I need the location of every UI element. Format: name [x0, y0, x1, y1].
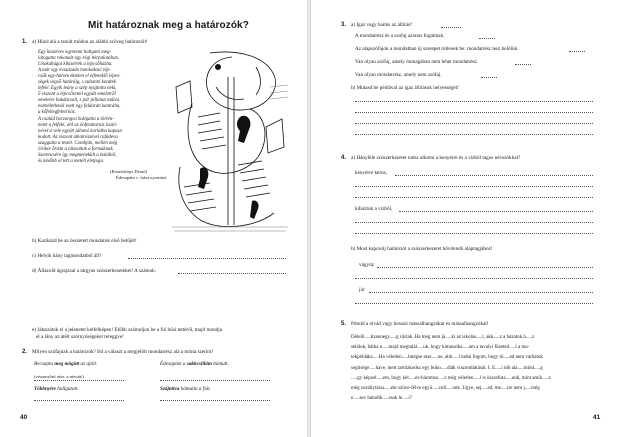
- answer-line[interactable]: [479, 38, 495, 39]
- answer-line[interactable]: [355, 222, 593, 223]
- text-line: látogatta rokonait egy régi bérpalotában.: [38, 56, 120, 62]
- text-line: a kőfellegfelett köz.: [38, 110, 76, 116]
- exercise-3b-instruction: b) Mutasd be példával az igaz állítások helyességét!: [351, 85, 459, 91]
- task-sentence: Szájtátva bámulta a fiát.: [160, 386, 212, 392]
- exercise-1b-instruction: b) Karikázd be az összetett mondatok első betűjét!: [32, 238, 137, 244]
- exercise-1d-instruction: d) Állázold ágrajzzal a tárgyas szószerkezeteket! A számok:: [32, 268, 157, 274]
- exercise-2-number: 2.: [22, 349, 28, 355]
- answer-line[interactable]: [481, 77, 497, 78]
- text-line: lefelé. Egyik leány a szép nyújtotta neki,: [38, 86, 117, 92]
- text-line: örökre őrizte a látszottak a formáknak.: [38, 146, 114, 152]
- example-answer: (viszonylati rész. a névutó): [34, 374, 84, 379]
- exercise-4a-instruction: a) Hányféle szószerkezetet tudsz alkotni a kenyérre és a vízből tagos névszókkal?: [351, 155, 521, 161]
- answer-line[interactable]: [178, 273, 286, 274]
- exercise-2-instruction: Milyen szófajúak a határozók? Írd a választ a megjelölt mondatrész alá a minta szerint!: [32, 349, 214, 355]
- text-line: A család borzongva hallgatta a történ-: [38, 116, 114, 122]
- answer-line[interactable]: [128, 258, 286, 259]
- exercise-4b-instruction: b) Most kapcsolj határozót a szószerkezetet bővítendő alaptagjához!: [351, 246, 493, 252]
- text-line: netet a felfelé, ahl az önfenntartás ösztö-: [38, 122, 118, 128]
- exercise-4-number: 4.: [341, 155, 347, 161]
- answer-line[interactable]: [355, 112, 593, 113]
- text-line: emeletre bukdácsolt, s pár pillanat múlva: [38, 98, 120, 104]
- exercise-5-number: 5.: [341, 321, 347, 327]
- answer-line[interactable]: [377, 267, 593, 268]
- paragraph-line[interactable]: tekpéldáka.....Ha véletlen.....lmégse sker.....ne, abb.....l tudni fogom, hogy tő.....ed nem várhatok: [351, 355, 543, 361]
- answer-line[interactable]: [395, 175, 593, 176]
- fill-in-paragraph[interactable]: [351, 333, 551, 404]
- phrase-label: vágyúz: [359, 262, 374, 268]
- text-line: Unokahúgai kikísérték a lépcsőházba.: [38, 62, 113, 68]
- paragraph-line[interactable]: .....gy képzel.....em, hogy két.....ez-háromsz.....z még véletlen.....l is összefuta.....unk, mint amik.....z: [351, 375, 551, 381]
- exercise-3-number: 3.: [341, 22, 347, 28]
- text-line: nével a vele együtt jáhanó korlátba kapasz-: [38, 128, 124, 134]
- exercise-1e-instruction-line2: el a lány az átélt szörnyűségeket tereggve!: [36, 334, 124, 340]
- answer-line[interactable]: [355, 233, 593, 234]
- answer-line[interactable]: [441, 27, 461, 28]
- answer-line[interactable]: [160, 400, 270, 401]
- answer-line[interactable]: [355, 101, 593, 102]
- answer-line[interactable]: [515, 64, 531, 65]
- text-line: Szerencsére így megmenekült a haláltól,: [38, 152, 117, 158]
- answer-line[interactable]: [569, 51, 585, 52]
- left-page: [0, 0, 307, 437]
- text-line: Egy húszéves egyetemi hallgató meg-: [38, 50, 112, 55]
- source-title: Édesapám c. írása nyomán): [116, 175, 167, 180]
- text-line: A már egy évszázada bomladozó lép-: [38, 68, 111, 74]
- paragraph-line[interactable]: e.....sev hatodik.....ssak le.....i?: [351, 396, 412, 402]
- text-line: csők egy-három éktelen el elfeneklő lépes-: [38, 74, 121, 80]
- phrase-label: kenyérre kerns,: [355, 170, 387, 176]
- page-number: 40: [20, 414, 28, 421]
- answer-line[interactable]: [369, 292, 593, 293]
- answer-line[interactable]: [399, 211, 593, 212]
- answer-line[interactable]: [355, 134, 593, 135]
- paragraph-line[interactable]: még osztálytársa.....ént szüve-félve együ.....voll.....unk. Ugye, sej.....ed, me.....ire nem j.....még: [351, 386, 540, 392]
- answer-line[interactable]: [34, 380, 124, 381]
- answer-line[interactable]: [34, 400, 124, 401]
- text-line: eszméletlenül esett egy faldarab kamrába,: [38, 104, 121, 110]
- paragraph-line[interactable]: segítsége.....have, mert tartózkodsz egy buko.....diák viszontláttását. I. E.....i idő ala.....mind.....g: [351, 365, 543, 371]
- page-title: Mit határoznak meg a határozók?: [88, 20, 249, 31]
- right-page: [311, 0, 619, 437]
- answer-line[interactable]: [355, 197, 593, 198]
- staircase-illustration: [170, 47, 290, 233]
- answer-line[interactable]: [355, 123, 593, 124]
- paragraph-line[interactable]: sétálok, hátha n.....majd megtalál.....uk, hogy kimásolha.....am a tavalyi füzeted.....l a ma-: [351, 345, 530, 351]
- exercise-1e-instruction-line1: e) Játsszátok el a jelenetet kétfelképen! Előbb számoljon be a fiú hősi tettéről, majd mondja: [32, 327, 222, 333]
- answer-line[interactable]: [355, 186, 593, 187]
- exercise-1-number: 1.: [22, 39, 28, 45]
- text-line: ő viszont a lépcsőzettel együtt emeletről: [38, 92, 116, 98]
- page-number: 41: [593, 414, 601, 421]
- phrase-label: kihúztuk a vízből,: [355, 206, 393, 212]
- source-author: (Kosztolányi Dezső): [110, 169, 148, 174]
- text-line: szaggatta a testét. Combján, mellén még: [38, 140, 118, 146]
- paragraph-line[interactable]: Délelő.....tizennegy.....g vártak. Ha még nem já.....ki az iskolás.....l, akk.....z a házatok.h.....z: [351, 335, 535, 340]
- source-text: [38, 50, 168, 165]
- task-sentence: Édesapám a sakkcsillám bámult.: [160, 361, 229, 367]
- example-sentence: Becsapta meg mögött az ajtót.: [34, 361, 98, 367]
- statement: Az alapszófajok a mondatban új szerepet töltenek be: mondatrész lesz belőlük.: [355, 46, 519, 52]
- statement: A mondatrész és a szófaj azonos fogalmak.: [355, 33, 445, 39]
- text-line: ségek végső határáig, s zuhanni kezdtek: [38, 80, 116, 86]
- text-line: kodott. Az viszont alkatrészével rafádeva: [38, 134, 118, 140]
- answer-line[interactable]: [355, 278, 593, 279]
- statement: Van olyan szófaj, amely önmagában nem lehet mondatrész.: [355, 59, 479, 65]
- exercise-5-instruction: Pótold a olvád vagy hosszú mássalhangzókat és mássalhangzókat!: [351, 321, 489, 327]
- answer-line[interactable]: [160, 380, 270, 381]
- text-line: és később el tett a metélt életjoga.: [38, 158, 105, 164]
- exercise-1a-instruction: a) Húzd alá a tanult módon az alábbi szöveg határozóit!: [32, 39, 148, 45]
- exercise-1c-instruction: c) Helyik hány tagmondatból áll?: [32, 253, 102, 259]
- statement: Van olyan mondatrész, amely nem szófaj.: [355, 72, 442, 78]
- phrase-label: jár: [359, 287, 365, 293]
- exercise-3a-instruction: a) Igaz vagy hamis az állítás?: [351, 22, 413, 28]
- answer-line[interactable]: [355, 303, 593, 304]
- task-sentence: Többnyire hallgatott.: [34, 386, 79, 392]
